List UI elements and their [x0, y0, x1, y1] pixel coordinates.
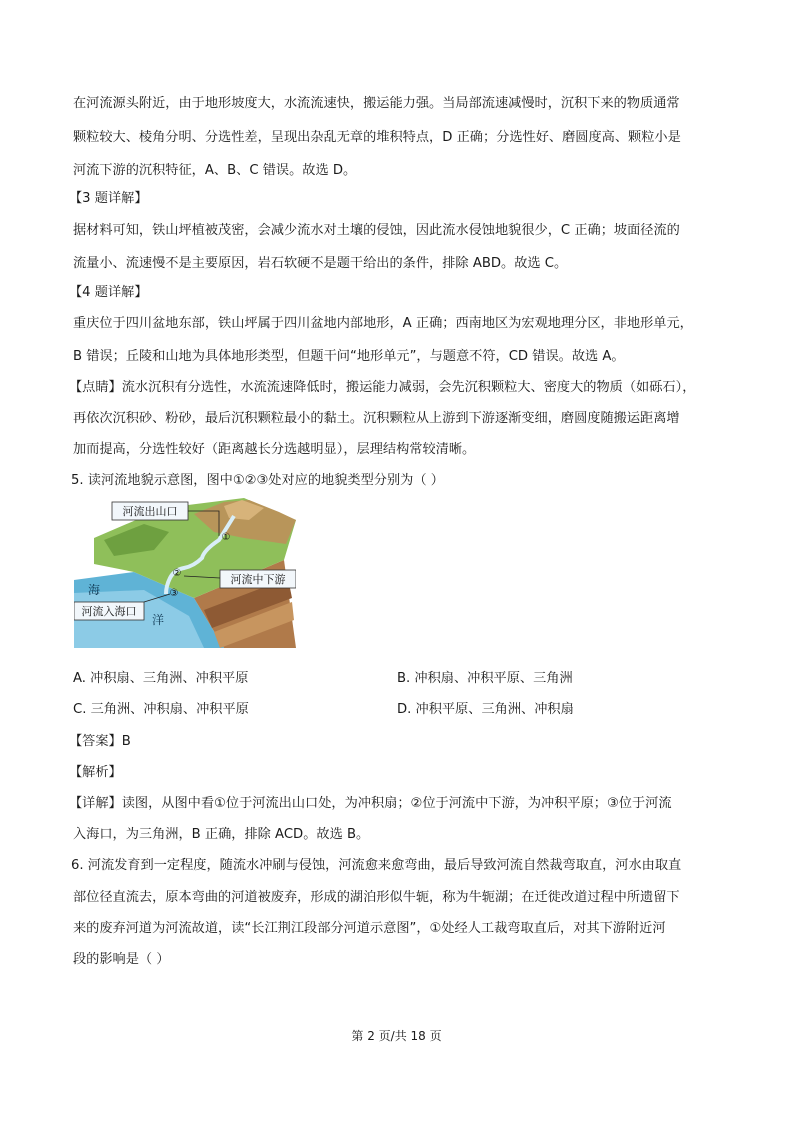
question-6-stem: 6. 河流发育到一定程度，随流水冲刷与侵蚀，河流愈来愈弯曲，最后导致河流自然裁弯取直，河水由取直	[71, 858, 682, 873]
label-river-mouth: 河流入海口	[81, 605, 137, 618]
marker-3: ③	[169, 588, 179, 599]
text-line: 加而提高，分选性较好（距离越长分选越明显），层理结构常较清晰。	[73, 442, 476, 457]
sea-label-2: 洋	[152, 613, 165, 627]
text-line: 再依次沉积砂、粉砂，最后沉积颗粒最小的黏土。沉积颗粒从上游到下游逐渐变细，磨圆度随搬运距离增	[73, 411, 680, 426]
river-landform-diagram	[74, 498, 296, 650]
text-line: 段的影响是（ ）	[73, 952, 170, 967]
marker-1: ①	[221, 532, 231, 543]
text-line: 颗粒较大、棱角分明、分选性差，呈现出杂乱无章的堆积特点，D 正确；分选性好、磨圆度高、颗粒小是	[73, 130, 681, 145]
option-a[interactable]: A. 冲积扇、三角洲、冲积平原	[73, 671, 249, 686]
analysis-label: 【解析】	[69, 765, 122, 780]
label-river-midstream: 河流中下游	[230, 573, 286, 586]
text-line: 河流下游的沉积特征，A、B、C 错误。故选 D。	[73, 163, 357, 178]
text-line: 来的废弃河道为河流故道，读“长江荆江段部分河道示意图”，①处经人工裁弯取直后，对其下游附近河	[73, 921, 666, 936]
text-line: 入海口，为三角洲，B 正确，排除 ACD。故选 B。	[73, 827, 370, 842]
text-line: 在河流源头附近，由于地形坡度大，水流流速快，搬运能力强。当局部流速减慢时，沉积下来的物质通常	[73, 96, 680, 111]
sea-label-1: 海	[88, 583, 101, 597]
page-footer: 第 2 页/共 18 页	[351, 1029, 442, 1043]
text-line: 重庆位于四川盆地东部，铁山坪属于四川盆地内部地形，A 正确；西南地区为宏观地理分区，非地形单元，	[73, 316, 693, 331]
option-c[interactable]: C. 三角洲、冲积扇、冲积平原	[73, 702, 249, 717]
question-5-stem: 5. 读河流地貌示意图，图中①②③处对应的地貌类型分别为（ ）	[71, 473, 444, 488]
text-line: B 错误；丘陵和山地为具体地形类型，但题干问“地形单元”，与题意不符，CD 错误。故选 A。	[73, 349, 625, 364]
marker-2: ②	[172, 568, 182, 579]
tip-line: 【点睛】流水沉积有分选性，水流流速降低时，搬运能力减弱，会先沉积颗粒大、密度大的物质（如砾石），	[69, 380, 696, 395]
text-line: 流量小、流速慢不是主要原因，岩石软硬不是题干给出的条件，排除 ABD。故选 C。	[73, 256, 568, 271]
text-line: 部位径直流去，原本弯曲的河道被废弃，形成的湖泊形似牛轭，称为牛轭湖；在迁徙改道过程中所遗留下	[73, 890, 680, 905]
text-line: 据材料可知，铁山坪植被茂密，会减少流水对土壤的侵蚀，因此流水侵蚀地貌很少，C 正确；坡面径流的	[73, 223, 680, 238]
detail-line: 【详解】读图，从图中看①位于河流出山口处，为冲积扇；②位于河流中下游，为冲积平原；③位于河流	[69, 796, 672, 811]
section-heading-q3: 【3 题详解】	[69, 191, 148, 206]
section-heading-q4: 【4 题详解】	[69, 285, 148, 300]
option-d[interactable]: D. 冲积平原、三角洲、冲积扇	[397, 702, 574, 717]
option-b[interactable]: B. 冲积扇、冲积平原、三角洲	[397, 671, 573, 686]
label-river-exit: 河流出山口	[122, 505, 178, 518]
answer-label: 【答案】B	[69, 734, 131, 749]
